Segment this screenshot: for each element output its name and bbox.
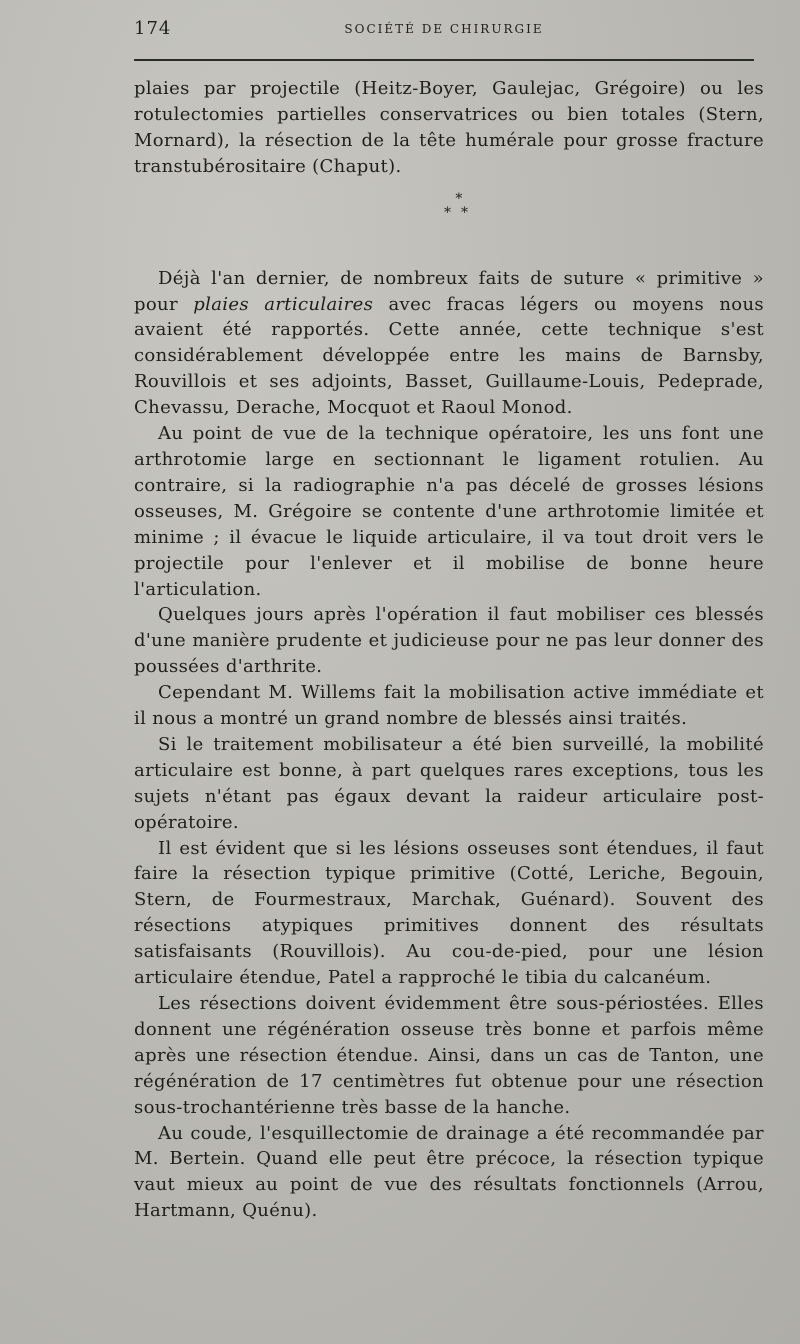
paragraph-1: plaies par projectile (Heitz-Boyer, Gaulejac, Grégoire) ou les rotulectomies partielles conservatrices ou bien totales (Stern, Mornard), la résection de la tête humérale pour grosse fracture transtubérositaire (Chaput).	[134, 78, 764, 177]
paragraph-9: Au coude, l'esquillectomie de drainage a été recommandée par M. Bertein. Quand elle peut être précoce, la résection typique vaut mieux au point de vue des résultats fonctionnels (Arrou, Hartmann, Quénu).	[134, 1122, 764, 1222]
italic-phrase: plaies articulaires	[193, 293, 374, 315]
paragraph-7: Il est évident que si les lésions osseuses sont étendues, il faut faire la résection typique primitive (Cotté, Leriche, Begouin, Stern, de Fourmestraux, Marchak, Guénard). Souvent des résections atypiques primitives donnent des résultats satisfaisants (Rouvillois). Au cou-de-pied, pour une lésion articulaire étendue, Patel a rapproché le tibia du calcanéum.	[134, 837, 764, 989]
separator-stars-pair: **	[444, 204, 478, 221]
paragraph-6: Si le traitement mobilisateur a été bien surveillé, la mobilité articulaire est bonne, à part quelques rares exceptions, tous les sujets n'étant pas égaux devant la raideur articulaire post-opératoire.	[134, 733, 764, 833]
section-separator	[134, 180, 764, 266]
page-number: 174	[134, 18, 172, 39]
paragraph-3: Au point de vue de la technique opératoire, les uns font une arthrotomie large en sectionnant le ligament rotulien. Au contraire, si la radiographie n'a pas décelé de grosses lésions osseuses, M. Grégoire se contente d'une arthrotomie limitée et minime ; il évacue le liquide articulaire, il va tout droit vers le projectile pour l'enlever et il mobilise de bonne heure l'articulation.	[134, 423, 764, 600]
separator-star: *	[455, 190, 463, 207]
paragraph-5: Cependant M. Willems fait la mobilisation active immédiate et il nous a montré un grand nombre de blessés ainsi traités.	[134, 682, 764, 730]
paragraph-8: Les résections doivent évidemment être sous-périostées. Elles donnent une régénération osseuse très bonne et parfois même après une résection étendue. Ainsi, dans un cas de Tanton, une régénération de 17 centimètres fut obtenue pour une résection sous-trochantérienne très basse de la hanche.	[134, 993, 764, 1118]
page-header	[134, 18, 754, 44]
paragraph-4: Quelques jours après l'opération il faut mobiliser ces blessés d'une manière prudente et judicieuse pour ne pas leur donner des poussées d'arthrite.	[134, 604, 764, 678]
paragraph-2: Déjà l'an dernier, de nombreux faits de suture « primitive » pour plaies articulaires avec fracas légers ou moyens nous avaient été rapportés. Cette année, cette technique s'est considérablement développée entre les mains de Barnsby, Rouvillois et ses adjoints, Basset, Guillaume-Louis, Pedeprade, Chevassu, Derache, Mocquot et Raoul Monod.	[134, 267, 764, 419]
header-rule	[134, 59, 754, 61]
running-head: SOCIÉTÉ DE CHIRURGIE	[344, 22, 544, 36]
body-text	[134, 76, 764, 1224]
